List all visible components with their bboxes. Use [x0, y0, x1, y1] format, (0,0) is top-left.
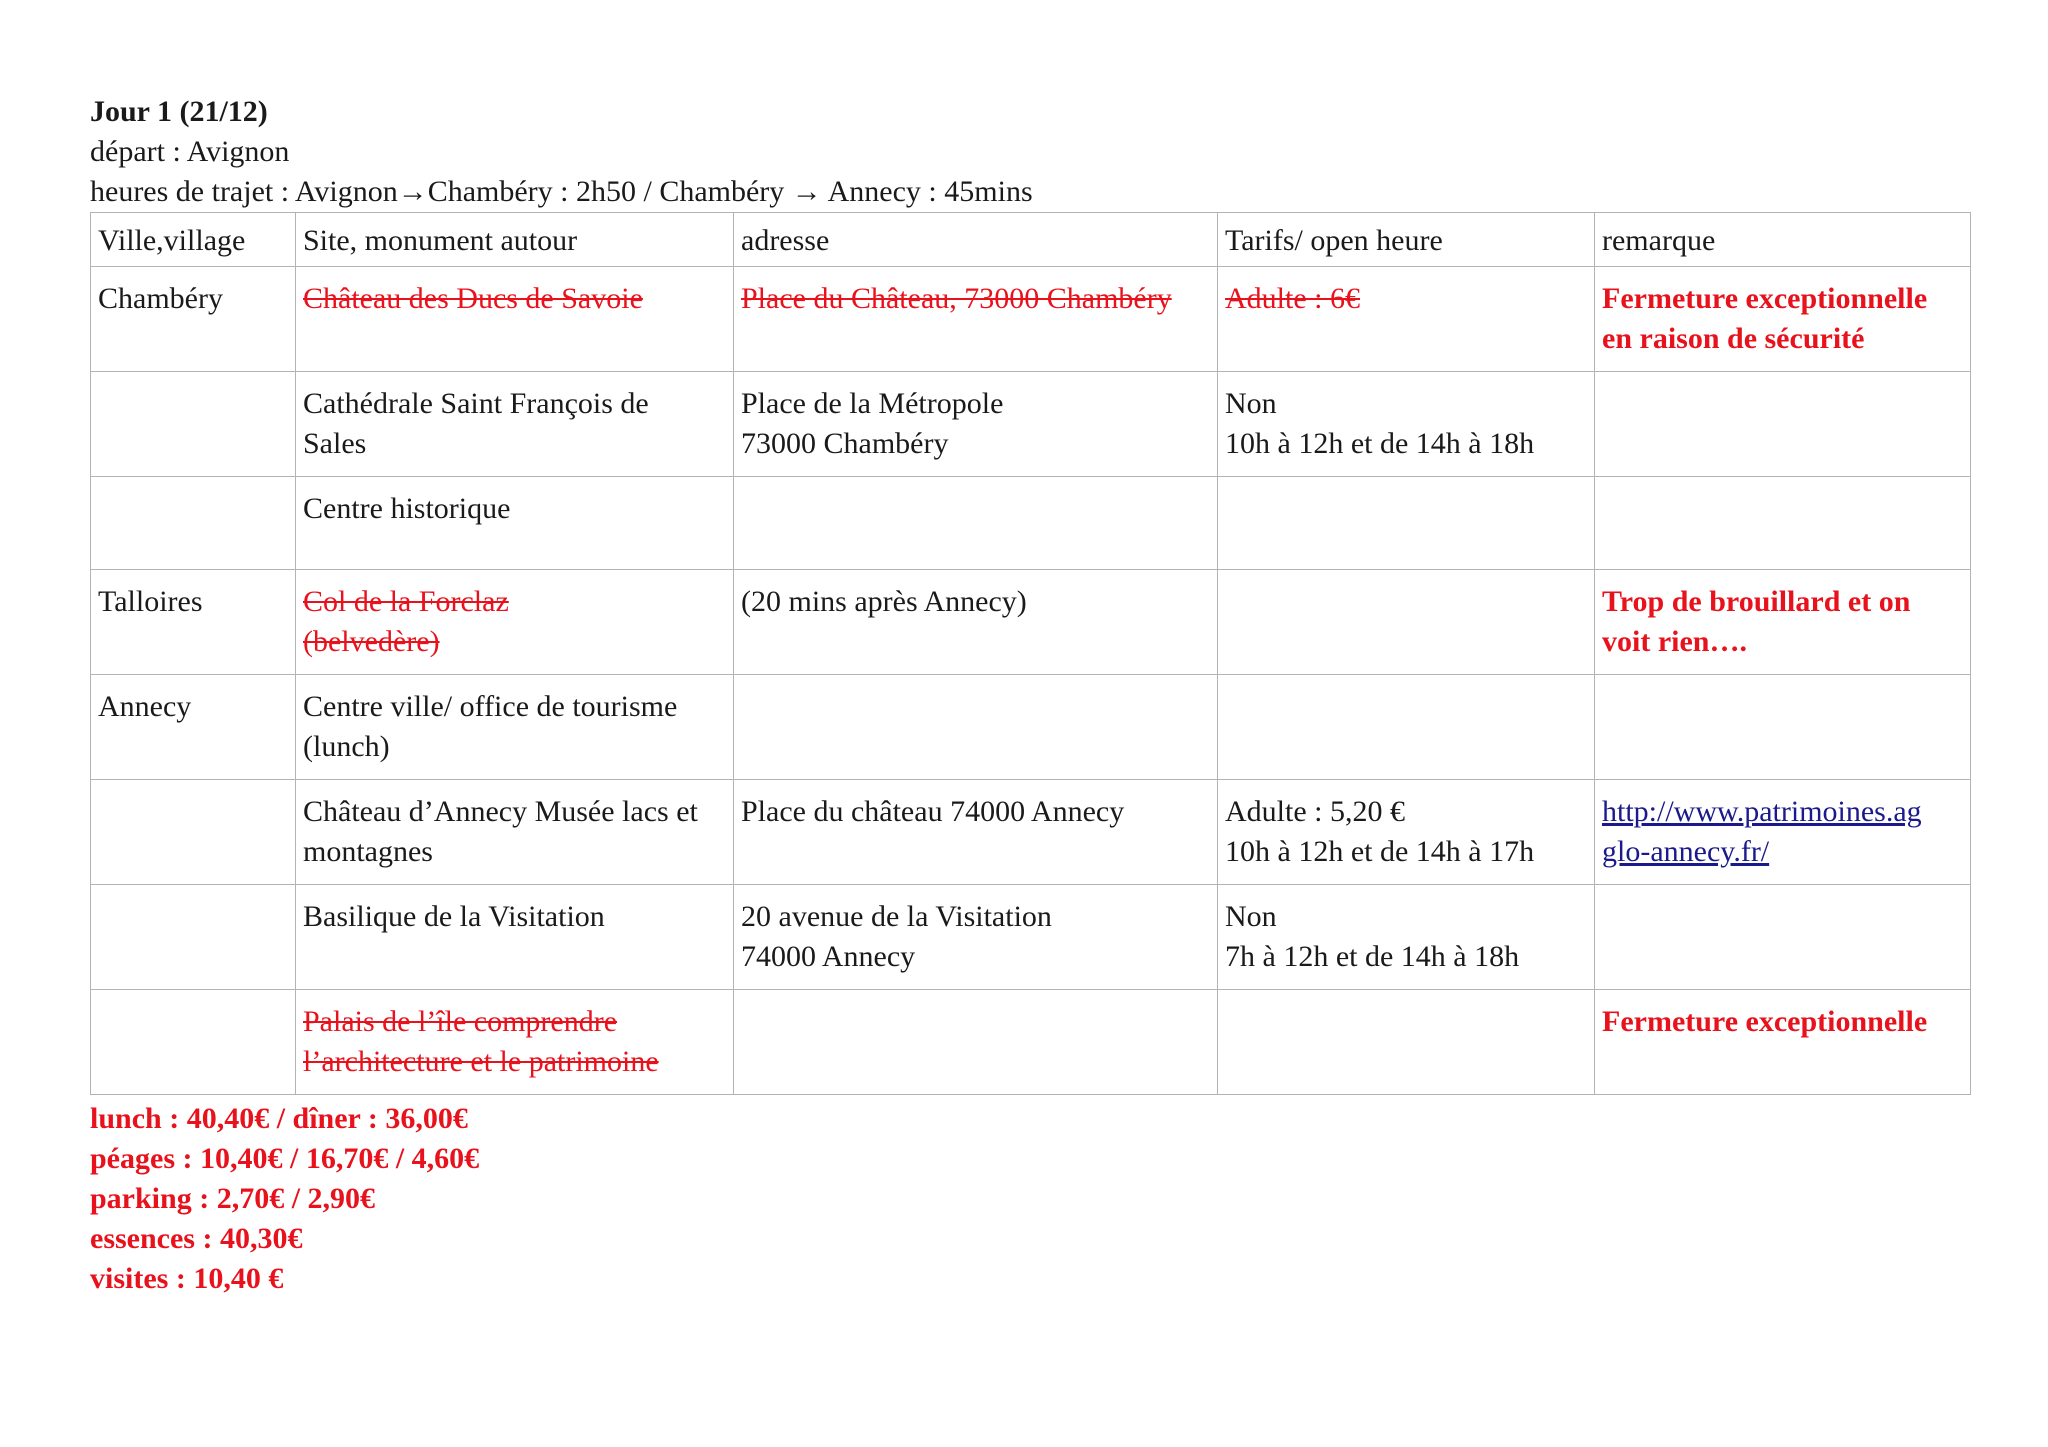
table-row	[91, 675, 1971, 780]
cell-town	[91, 570, 296, 675]
cell-remark	[1595, 267, 1971, 372]
cell-price-hours	[1218, 780, 1595, 885]
cell-town	[91, 780, 296, 885]
cell-site-text: Basilique de la Visitation	[303, 900, 605, 933]
cell-address	[734, 477, 1218, 570]
cell-site-text: Centre ville/ office de tourisme	[303, 690, 678, 723]
cell-address-text: Place du château 74000 Annecy	[741, 795, 1125, 828]
patrimoines-link[interactable]: http://www.patrimoines.ag	[1602, 795, 1922, 828]
cell-site-text: Col de la Forclaz	[303, 585, 509, 618]
column-header-site: Site, monument autour	[296, 213, 734, 267]
cell-address-text: Place de la Métropole	[741, 387, 1004, 420]
cell-site-text: l’architecture et le patrimoine	[303, 1045, 659, 1078]
column-header-town: Ville,village	[91, 213, 296, 267]
cell-town	[91, 990, 296, 1095]
table-row	[91, 372, 1971, 477]
cell-address	[734, 372, 1218, 477]
column-header-price-hours: Tarifs/ open heure	[1218, 213, 1595, 267]
cell-site-text: Centre historique	[303, 492, 511, 525]
itinerary-table-body	[91, 213, 1971, 1095]
cell-price-hours	[1218, 570, 1595, 675]
patrimoines-link[interactable]: glo-annecy.fr/	[1602, 835, 1770, 868]
cell-remark	[1595, 570, 1971, 675]
cell-address-text: 74000 Annecy	[741, 940, 916, 973]
column-header-address: adresse	[734, 213, 1218, 267]
table-row	[91, 267, 1971, 372]
cell-remark	[1595, 885, 1971, 990]
cell-address	[734, 780, 1218, 885]
cell-site	[296, 267, 734, 372]
cell-address-text: 20 avenue de la Visitation	[741, 900, 1052, 933]
column-header-remark: remarque	[1595, 213, 1971, 267]
table-header-row	[91, 213, 1971, 267]
cell-price-hours	[1218, 267, 1595, 372]
cell-town-text: Annecy	[98, 690, 192, 723]
cell-price-hours-text: 10h à 12h et de 14h à 18h	[1225, 427, 1535, 460]
cost-line: visites : 10,40 €	[90, 1262, 284, 1295]
cell-site	[296, 477, 734, 570]
document-page	[90, 92, 1970, 1299]
cell-town	[91, 372, 296, 477]
travel-times-line: heures de trajet : Avignon→Chambéry : 2h50 / Chambéry → Annecy : 45mins	[90, 175, 1033, 208]
cell-price-hours	[1218, 885, 1595, 990]
cell-town-text: Talloires	[98, 585, 203, 618]
cell-remark	[1595, 372, 1971, 477]
cost-summary	[90, 1099, 1970, 1299]
cell-address	[734, 885, 1218, 990]
table-row	[91, 570, 1971, 675]
cell-price-hours-text: Adulte : 5,20 €	[1225, 795, 1405, 828]
cell-site-text: Château des Ducs de Savoie	[303, 282, 643, 315]
cell-site-text: (belvedère)	[303, 625, 440, 658]
cell-price-hours	[1218, 477, 1595, 570]
cell-remark	[1595, 780, 1971, 885]
cell-remark	[1595, 990, 1971, 1095]
cell-site-text: (lunch)	[303, 730, 390, 763]
cell-town-text: Chambéry	[98, 282, 223, 315]
day-title: Jour 1 (21/12)	[90, 95, 268, 128]
cell-price-hours	[1218, 675, 1595, 780]
table-row	[91, 780, 1971, 885]
cell-site-text: Palais de l’île comprendre	[303, 1005, 618, 1038]
cell-site	[296, 885, 734, 990]
cost-line: essences : 40,30€	[90, 1222, 303, 1255]
cell-remark-text: Fermeture exceptionnelle	[1602, 282, 1928, 315]
cell-address-text: Place du Château, 73000 Chambéry	[741, 282, 1172, 315]
cell-price-hours-text: Adulte : 6€	[1225, 282, 1360, 315]
cell-site	[296, 990, 734, 1095]
table-row	[91, 477, 1971, 570]
cost-line: péages : 10,40€ / 16,70€ / 4,60€	[90, 1142, 480, 1175]
cell-price-hours-text: Non	[1225, 387, 1277, 420]
cell-remark-text: Trop de brouillard et on	[1602, 585, 1911, 618]
cell-site	[296, 780, 734, 885]
itinerary-table	[90, 212, 1971, 1095]
cell-address	[734, 990, 1218, 1095]
cell-site	[296, 570, 734, 675]
cell-town	[91, 267, 296, 372]
cell-address	[734, 267, 1218, 372]
cell-price-hours-text: 7h à 12h et de 14h à 18h	[1225, 940, 1520, 973]
cell-address	[734, 570, 1218, 675]
cell-remark-text: Fermeture exceptionnelle	[1602, 1005, 1928, 1038]
cell-site-text: Cathédrale Saint François de	[303, 387, 649, 420]
cell-price-hours-text: 10h à 12h et de 14h à 17h	[1225, 835, 1535, 868]
cell-address-text: (20 mins après Annecy)	[741, 585, 1027, 618]
cell-price-hours-text: Non	[1225, 900, 1277, 933]
cell-site-text: montagnes	[303, 835, 433, 868]
cell-town	[91, 477, 296, 570]
cell-remark-text: en raison de sécurité	[1602, 322, 1865, 355]
cell-site	[296, 675, 734, 780]
cell-remark-text: voit rien….	[1602, 625, 1747, 658]
cell-price-hours	[1218, 990, 1595, 1095]
departure-line: départ : Avignon	[90, 135, 290, 168]
cost-line: lunch : 40,40€ / dîner : 36,00€	[90, 1102, 468, 1135]
cell-site	[296, 372, 734, 477]
cell-site-text: Château d’Annecy Musée lacs et	[303, 795, 698, 828]
cell-remark	[1595, 675, 1971, 780]
table-row	[91, 885, 1971, 990]
cell-address	[734, 675, 1218, 780]
cell-site-text: Sales	[303, 427, 367, 460]
cost-line: parking : 2,70€ / 2,90€	[90, 1182, 376, 1215]
cell-town	[91, 675, 296, 780]
cell-remark	[1595, 477, 1971, 570]
cell-town	[91, 885, 296, 990]
cell-price-hours	[1218, 372, 1595, 477]
table-row	[91, 990, 1971, 1095]
cell-address-text: 73000 Chambéry	[741, 427, 949, 460]
